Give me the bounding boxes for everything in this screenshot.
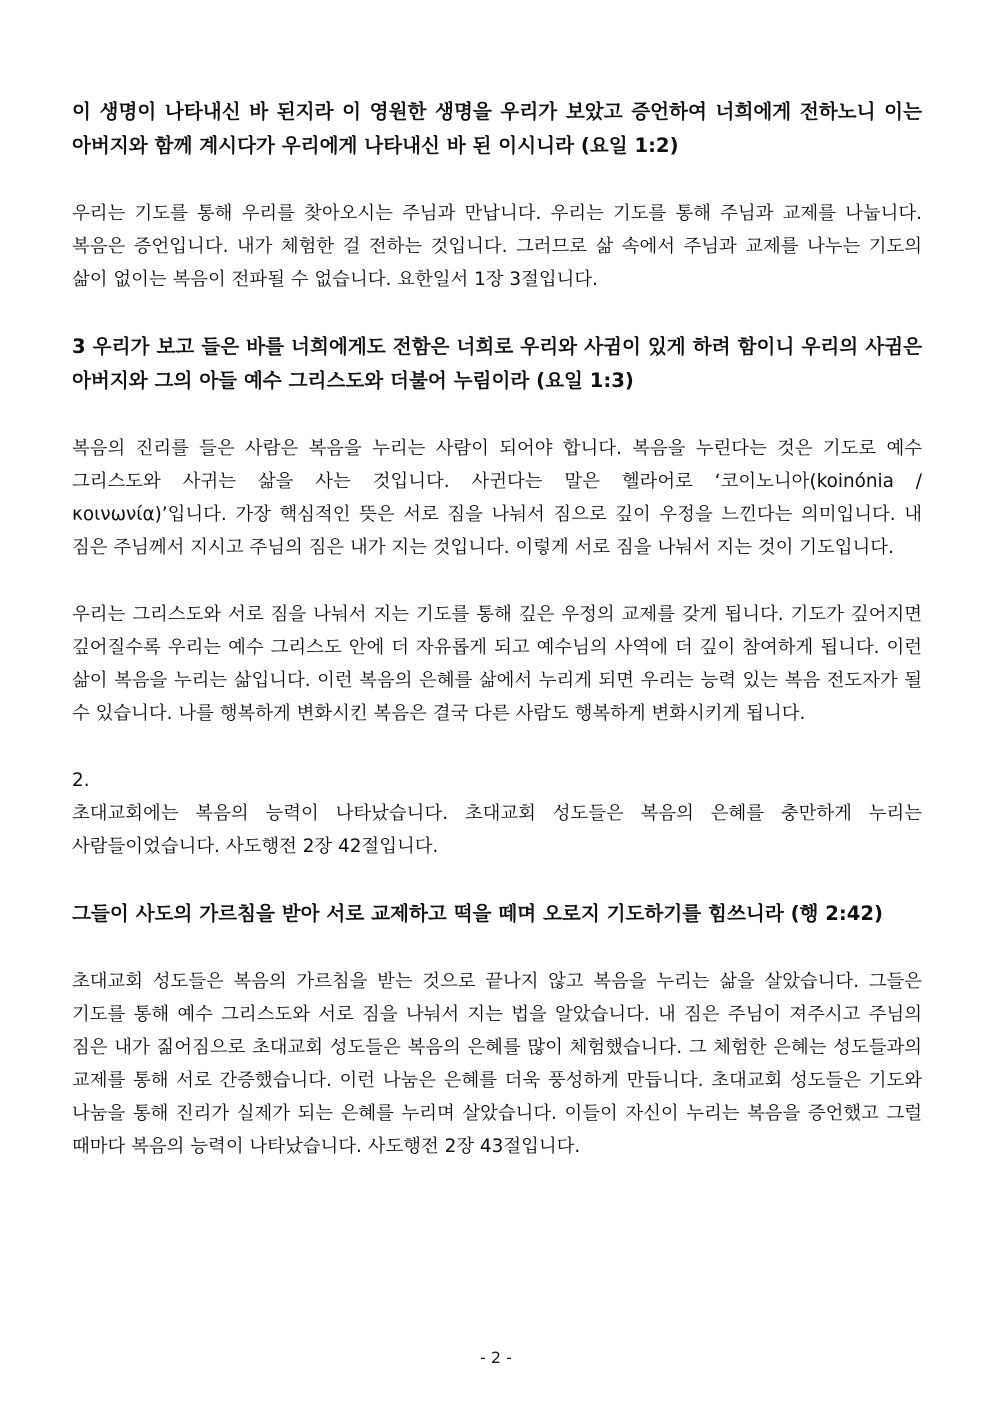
body-paragraph-3: 우리는 그리스도와 서로 짐을 나눠서 지는 기도를 통해 깊은 우정의 교제를 갖게 됩니다. 기도가 깊어지면 깊어질수록 우리는 예수 그리스도 안에 더 자유롭게 되고 예수님의 사역에 더 깊이 참여하게 됩니다. 이런 삶이 복음을 누리는 삶입니다. 이런 복음의 은혜를 삶에서 누리게 되면 우리는 능력 있는 복음 전도자가 될 수 있습니다. 나를 행복하게 변화시킨 복음은 결국 다른 사람도 행복하게 변화시키게 됩니다. [72,604,922,724]
scripture-quote-acts-2-42: 그들이 사도의 가르침을 받아 서로 교제하고 떡을 떼며 오로지 기도하기를 힘쓰니라 (행 2:42) [72,902,883,925]
document-page [72,95,922,1197]
scripture-quote-1john-1-2: 이 생명이 나타내신 바 된지라 이 영원한 생명을 우리가 보았고 증언하여 너희에게 전하노니 이는 아버지와 함께 계시다가 우리에게 나타내신 바 된 이시니라 (요일 1:2) [72,100,922,157]
body-paragraph-5: 초대교회 성도들은 복음의 가르침을 받는 것으로 끝나지 않고 복음을 누리는 삶을 살았습니다. 그들은 기도를 통해 예수 그리스도와 서로 짐을 나눠서 지는 법을 알았습니다. 내 짐은 주님이 져주시고 주님의 짐은 내가 짊어짐으로 초대교회 성도들은 복음의 은혜를 많이 체험했습니다. 그 체험한 은혜는 성도들과의 교제를 통해 서로 간증했습니다. 이런 나눔은 은혜를 더욱 풍성하게 만듭니다. 초대교회 성도들은 기도와 나눔을 통해 진리가 실제가 되는 은혜를 누리며 살았습니다. 이들이 자신이 누리는 복음을 증언했고 그럴 때마다 복음의 능력이 나타났습니다. 사도행전 2장 43절입니다. [72,971,922,1157]
page-number: - 2 - [480,1348,512,1367]
body-paragraph-1: 우리는 기도를 통해 우리를 찾아오시는 주님과 만납니다. 우리는 기도를 통해 주님과 교제를 나눕니다. 복음은 증언입니다. 내가 체험한 걸 전하는 것입니다. 그러므로 삶 속에서 주님과 교제를 나누는 기도의 삶이 없이는 복음이 전파될 수 없습니다. 요한일서 1장 3절입니다. [72,203,922,290]
body-paragraph-4: 초대교회에는 복음의 능력이 나타났습니다. 초대교회 성도들은 복음의 은혜를 충만하게 누리는 사람들이었습니다. 사도행전 2장 42절입니다. [72,803,922,857]
scripture-quote-1john-1-3: 3 우리가 보고 들은 바를 너희에게도 전함은 너희로 우리와 사귐이 있게 하려 함이니 우리의 사귐은 아버지와 그의 아들 예수 그리스도와 더불어 누림이라 (요일 1:3) [72,335,922,392]
section-number: 2. [72,770,90,791]
body-paragraph-2: 복음의 진리를 들은 사람은 복음을 누리는 사람이 되어야 합니다. 복음을 누린다는 것은 기도로 예수 그리스도와 사귀는 삶을 사는 것입니다. 사귄다는 말은 헬라어로 ‘코이노니아(koinónia / κοινωνία)’입니다. 가장 핵심적인 뜻은 서로 짐을 나눠서 짐으로 깊이 우정을 느낀다는 의미입니다. 내 짐은 주님께서 지시고 주님의 짐은 내가 지는 것입니다. 이렇게 서로 짐을 나눠서 지는 것이 기도입니다. [72,438,922,558]
